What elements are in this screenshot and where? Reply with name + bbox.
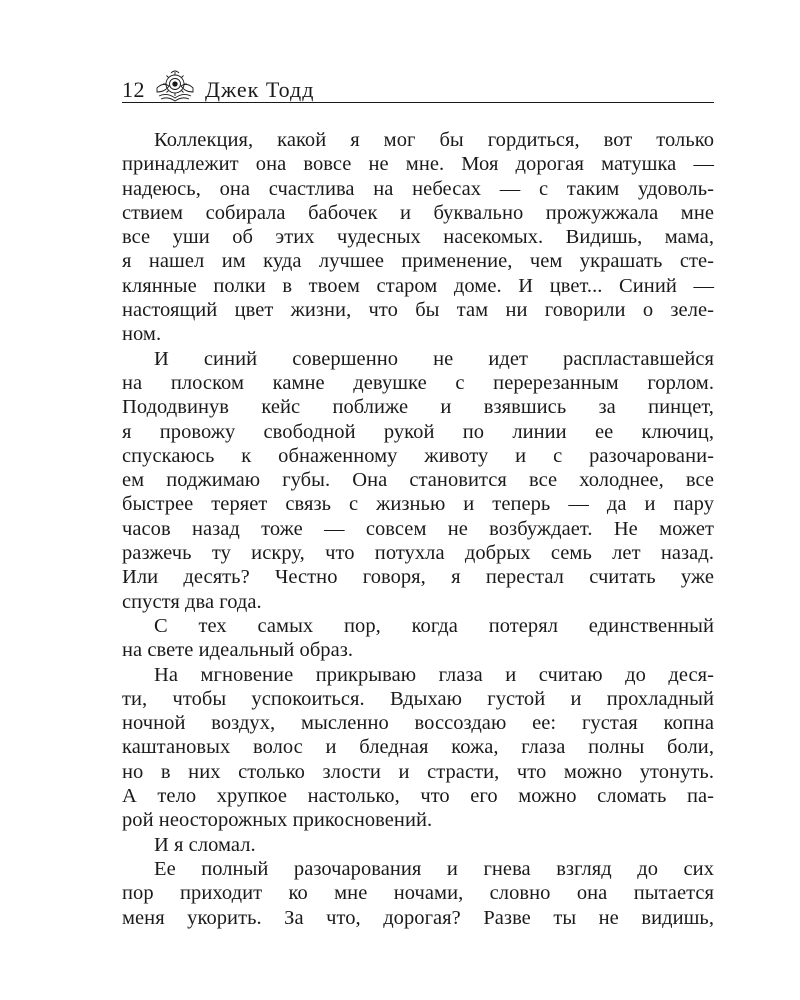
text-line: настоящий цвет жизни, что бы там ни говорили о зеле-: [122, 299, 714, 322]
text-line: на плоском камне девушке с перерезанным горлом.: [122, 371, 714, 394]
text-line: Коллекция, какой я мог бы гордиться, вот только: [154, 129, 714, 151]
text-line: ном.: [122, 323, 162, 346]
text-line: ствием собирала бабочек и буквально прожужжала мне: [122, 201, 714, 224]
text-line: на свете идеальный образ.: [122, 639, 354, 662]
text-line: ем поджимаю губы. Она становится все холоднее, все: [122, 469, 714, 492]
text-line: клянные полки в твоем старом доме. И цвет... Синий —: [122, 274, 714, 297]
text-line: спустя два года.: [122, 590, 262, 613]
text-line: С тех самых пор, когда потерял единственный: [154, 614, 714, 637]
text-line: разжечь ту искру, что потухла добрых семь лет назад.: [122, 542, 714, 565]
text-line: И синий совершенно не идет распластавшейся: [154, 347, 714, 370]
text-line: А тело хрупкое настолько, что его можно сломать па-: [122, 785, 714, 808]
text-line: я нашел им куда лучшее применение, чем украшать сте-: [122, 250, 714, 273]
text-line: быстрее теряет связь с жизнью и теперь — да и пару: [122, 493, 714, 516]
text-line: принадлежит она вовсе не мне. Моя дорогая матушка —: [122, 153, 714, 176]
text-line: Пододвинув кейс поближе и взявшись за пинцет,: [122, 396, 714, 419]
text-line: ночной воздух, мысленно воссоздаю ее: густая копна: [122, 712, 714, 735]
text-line: спускаюсь к обнаженному животу и с разочаровани-: [122, 444, 714, 467]
text-line: часов назад тоже — совсем не возбуждает. Не может: [122, 517, 714, 540]
text-line: ти, чтобы успокоиться. Вдыхаю густой и прохладный: [122, 687, 714, 710]
text-line: Или десять? Честно говоря, я перестал считать уже: [122, 566, 714, 589]
text-line: каштановых волос и бледная кожа, глаза полны боли,: [122, 736, 714, 759]
text-line: И я сломал.: [154, 833, 256, 856]
header-rule: [122, 102, 714, 103]
text-line: меня укорить. За что, дорогая? Разве ты не видишь,: [122, 906, 714, 929]
text-line: но в них столько злости и страсти, что можно утонуть.: [122, 760, 714, 783]
publisher-emblem-svg: [155, 70, 195, 102]
text-line: все уши об этих чудесных насекомых. Видишь, мама,: [122, 226, 714, 249]
text-line: На мгновение прикрываю глаза и считаю до деся-: [154, 663, 714, 686]
page-number: 12: [122, 77, 145, 102]
publisher-emblem-icon: [155, 70, 195, 102]
text-line: рой неосторожных прикосновений.: [122, 809, 433, 832]
text-line: Ее полный разочарования и гнева взгляд до сих: [154, 857, 714, 880]
running-header: [122, 68, 714, 104]
author-name: Джек Тодд: [205, 77, 315, 102]
body-text: [122, 128, 714, 930]
text-line: надеюсь, она счастлива на небесах — с таким удоволь-: [122, 177, 714, 200]
text-line: я провожу свободной рукой по линии ее ключиц,: [122, 420, 714, 443]
text-line: пор приходит ко мне ночами, словно она пытается: [122, 882, 714, 905]
